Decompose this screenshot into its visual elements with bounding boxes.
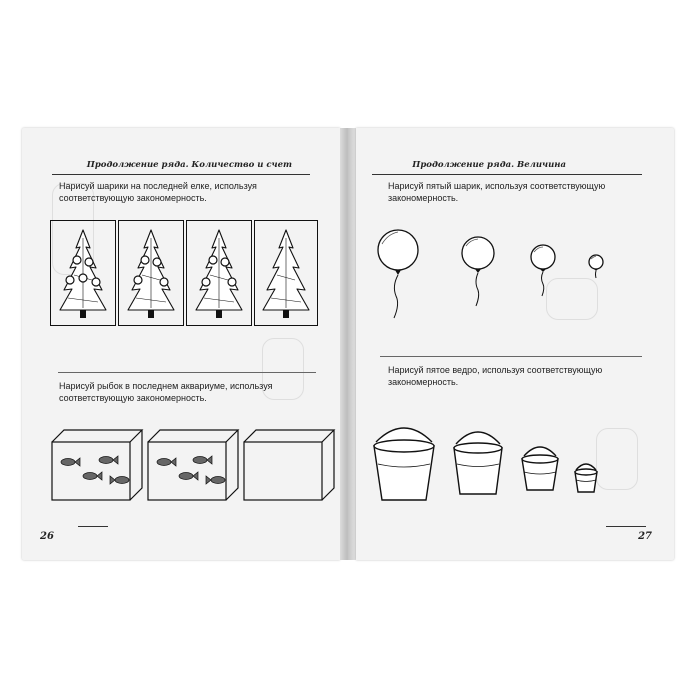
header-rule xyxy=(52,174,310,175)
page-number-rule xyxy=(78,526,108,527)
buckets-row xyxy=(368,412,648,508)
page-number: 27 xyxy=(638,531,652,542)
task-instruction: Нарисуй пятый шарик, используя соответствующую закономерность. xyxy=(388,181,606,203)
book-spine xyxy=(340,128,356,560)
section-divider xyxy=(58,372,316,373)
aquariums-row xyxy=(50,424,340,504)
task-instruction: Нарисуй пятое ведро, используя соответствующую закономерность. xyxy=(388,365,603,387)
section-divider xyxy=(380,356,642,357)
task-instruction: Нарисуй рыбок в последнем аквариуме, используя соответствующую закономерность. xyxy=(59,381,273,403)
page-number: 26 xyxy=(40,531,54,542)
trees-row xyxy=(50,220,318,326)
header-rule xyxy=(372,174,642,175)
page-header: Продолжение ряда. Количество и счет xyxy=(86,160,292,170)
page-header: Продолжение ряда. Величина xyxy=(412,160,566,170)
task-instruction: Нарисуй шарики на последней елке, используя соответствующую закономерность. xyxy=(59,181,257,203)
balloons-row xyxy=(366,226,646,326)
workbook-spread xyxy=(22,128,674,560)
right-page xyxy=(356,128,674,560)
left-page xyxy=(22,128,340,560)
page-number-rule xyxy=(606,526,646,527)
